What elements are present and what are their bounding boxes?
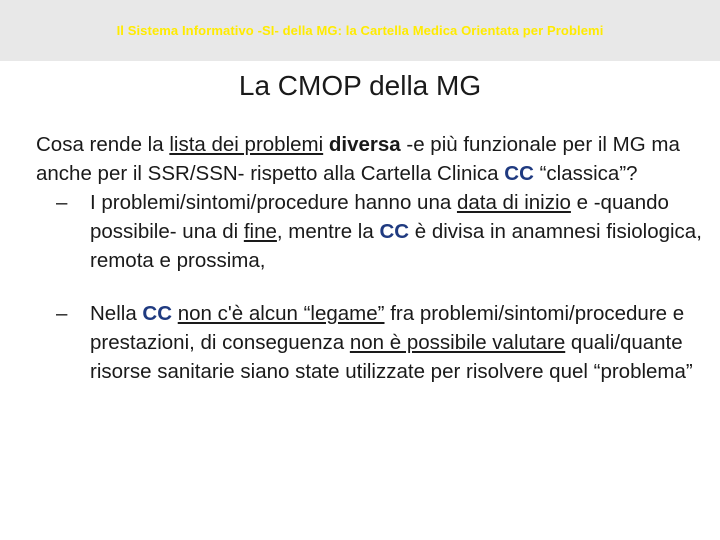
- bullet-dash: –: [56, 302, 68, 325]
- bullet-text: , mentre la: [276, 220, 380, 243]
- header-text: Il Sistema Informativo -SI- della MG: la Cartella Medica Orientata per Problemi: [116, 23, 604, 38]
- bullet-item-1: [36, 188, 706, 275]
- bullet-cc: CC: [379, 220, 410, 243]
- bullet-underlined: non è possibile valutare: [349, 331, 566, 354]
- slide-title: La CMOP della MG: [238, 70, 482, 101]
- bullet-text: fra problemi/sintomi/procedure e prestazioni, di conseguenza: [90, 302, 685, 354]
- intro-cc: CC: [504, 162, 534, 185]
- bullet-dash: –: [56, 191, 68, 214]
- bullet-underlined: data di inizio: [456, 191, 571, 214]
- bullet-text: e -quando possibile- una di: [90, 191, 669, 243]
- intro-bold: diversa: [328, 133, 401, 156]
- bullet-text: quali/quante risorse sanitarie siano state utilizzate per risolvere quel “problema”: [90, 331, 693, 383]
- slide-header: [0, 0, 720, 61]
- intro-underlined: lista dei problemi: [169, 133, 324, 156]
- bullet-item-2: [36, 299, 706, 386]
- slide-body: [36, 130, 706, 386]
- bullet-text: I problemi/sintomi/procedure hanno una: [90, 191, 457, 214]
- bullet-underlined: fine: [243, 220, 277, 243]
- intro-text: -e più funzionale per il MG ma anche per il SSR/SSN- rispetto alla Cartella Clinica: [36, 133, 680, 185]
- bullet-text: Nella: [90, 302, 143, 325]
- intro-text: “classica”?: [533, 162, 638, 185]
- bullet-underlined: non c'è alcun “legame”: [177, 302, 385, 325]
- intro-paragraph: [36, 130, 706, 188]
- bullet-text: è divisa in anamnesi fisiologica, remota e prossima,: [90, 220, 702, 272]
- bullet-cc: CC: [142, 302, 173, 325]
- intro-text: Cosa rende la: [36, 133, 170, 156]
